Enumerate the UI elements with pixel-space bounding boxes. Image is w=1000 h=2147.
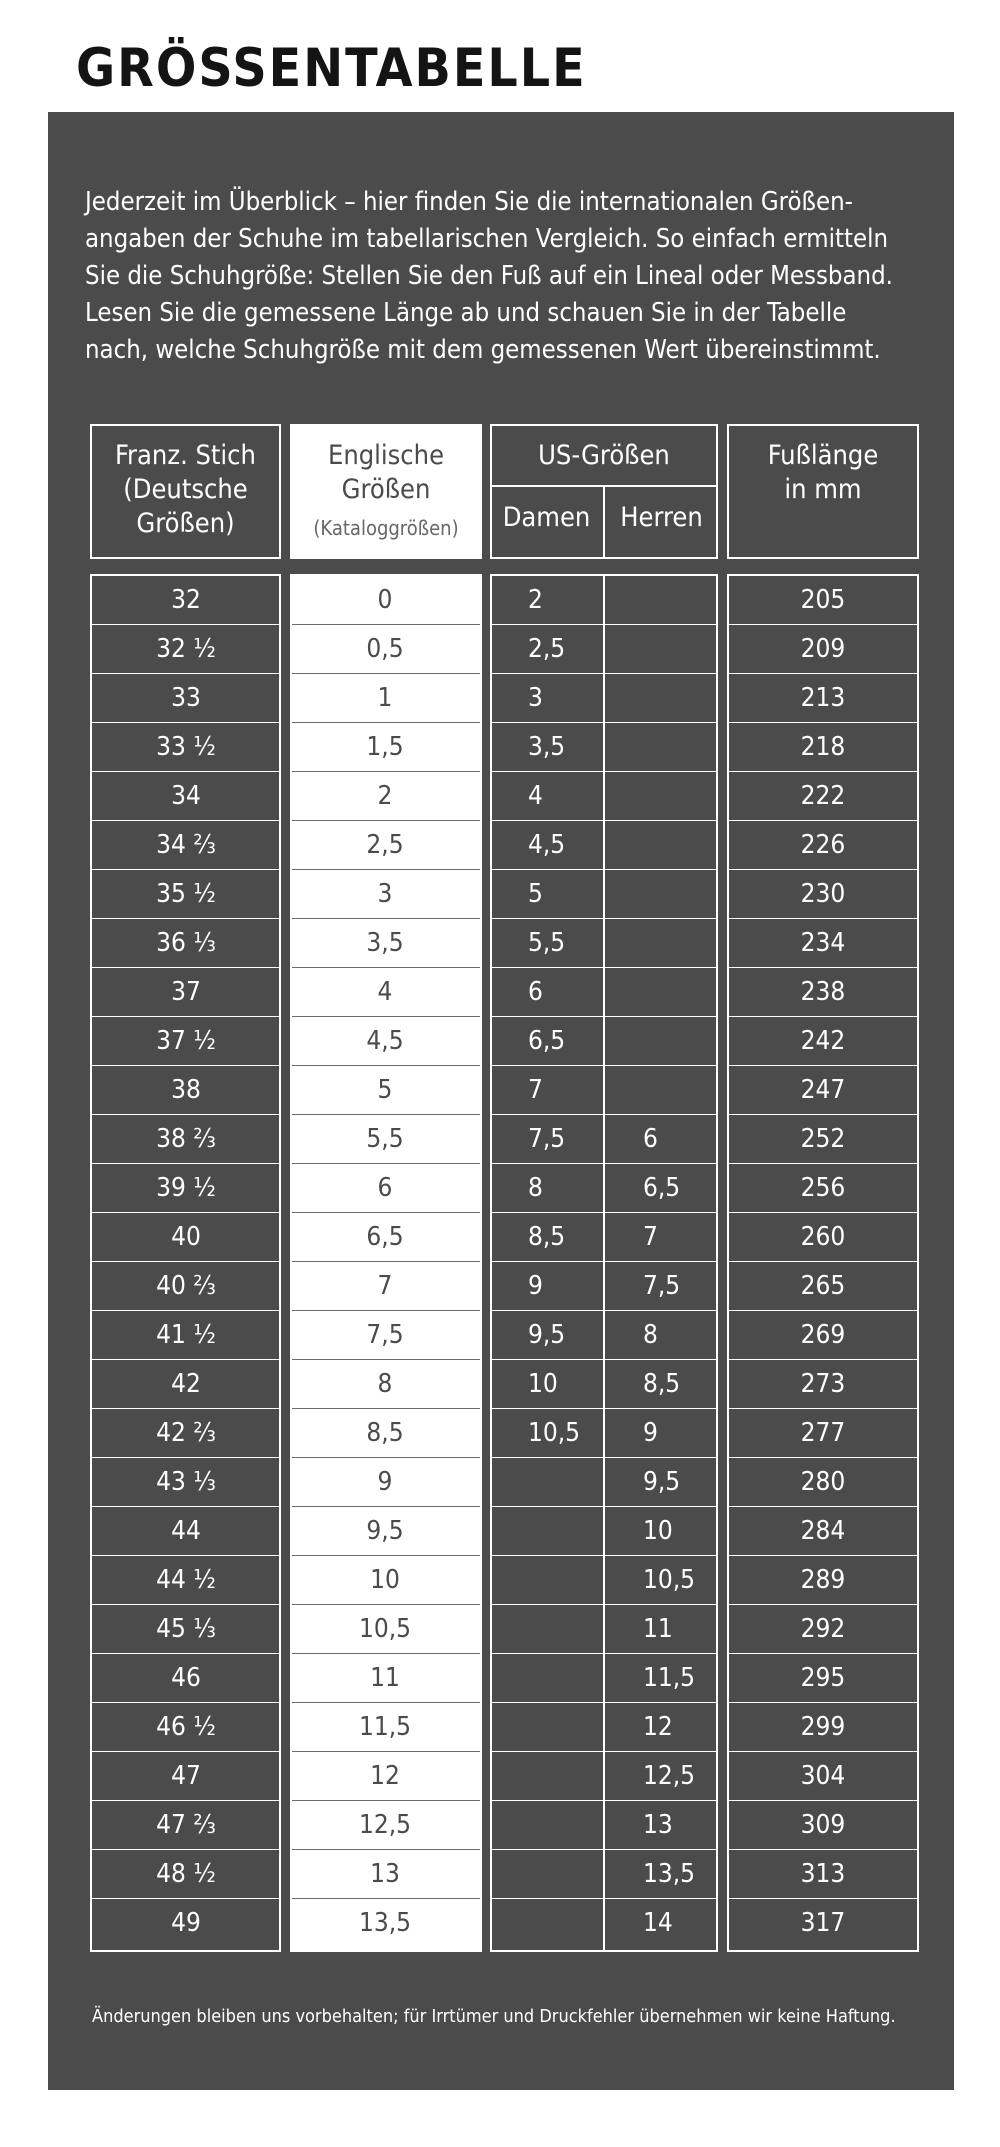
cell-us-men: 11 [643, 1614, 673, 1644]
cell-english: 7,5 [366, 1320, 404, 1350]
cell-us-men: 7,5 [643, 1271, 681, 1301]
cell-us-men: 10,5 [643, 1565, 696, 1595]
page-title: GRÖSSENTABELLE [76, 38, 587, 99]
cell-english: 10,5 [358, 1614, 412, 1644]
cell-english: 4 [377, 977, 393, 1007]
cell-us-women: 7 [528, 1075, 543, 1105]
cell-english: 9 [377, 1467, 393, 1497]
cell-french: 40 [171, 1222, 201, 1252]
cell-french: 32 ½ [156, 634, 216, 664]
cell-english: 2 [377, 781, 393, 811]
cell-us-men: 10 [643, 1516, 673, 1546]
cell-foot-length: 317 [800, 1908, 846, 1938]
cell-french: 47 [171, 1761, 201, 1791]
cell-french: 43 ⅓ [156, 1467, 216, 1497]
table-row [0, 723, 1000, 772]
cell-us-women: 8 [528, 1173, 543, 1203]
cell-english: 2,5 [366, 830, 404, 860]
table-row [0, 1654, 1000, 1703]
cell-english: 12,5 [358, 1810, 412, 1840]
cell-us-women [528, 1801, 608, 1850]
cell-french: 47 ⅔ [156, 1810, 216, 1840]
cell-us-women: 2 [528, 585, 543, 615]
cell-us-women [528, 1654, 608, 1703]
table-row [0, 1213, 1000, 1262]
cell-english: 0 [377, 585, 393, 615]
cell-english: 7 [377, 1271, 393, 1301]
cell-us-women: 5 [528, 879, 543, 909]
footnote: Änderungen bleiben uns vorbehalten; für Irrtümer und Druckfehler übernehmen wir keine Haftung. [92, 2006, 896, 2027]
cell-us-women: 3,5 [528, 732, 566, 762]
cell-us-men: 8,5 [643, 1369, 681, 1399]
cell-us-women: 6 [528, 977, 543, 1007]
cell-english: 11,5 [358, 1712, 412, 1742]
cell-french: 42 [171, 1369, 201, 1399]
cell-english: 9,5 [366, 1516, 404, 1546]
cell-us-women [528, 1605, 608, 1654]
table-row [0, 968, 1000, 1017]
cell-english: 3 [377, 879, 393, 909]
cell-english: 6 [377, 1173, 393, 1203]
cell-us-men [643, 772, 723, 821]
cell-french: 36 ⅓ [156, 928, 216, 958]
table-row [0, 1066, 1000, 1115]
cell-english: 4,5 [366, 1026, 404, 1056]
cell-foot-length: 273 [800, 1369, 846, 1399]
cell-us-women: 5,5 [528, 928, 566, 958]
cell-foot-length: 313 [800, 1859, 846, 1889]
cell-foot-length: 256 [800, 1173, 846, 1203]
cell-english: 6,5 [366, 1222, 404, 1252]
cell-us-men: 6,5 [643, 1173, 681, 1203]
cell-english: 12 [370, 1761, 400, 1791]
cell-french: 49 [171, 1908, 201, 1938]
cell-us-women [528, 1458, 608, 1507]
cell-us-women [528, 1556, 608, 1605]
cell-foot-length: 205 [800, 585, 846, 615]
cell-us-women [528, 1703, 608, 1752]
header-english-sub: (Kataloggrößen) [313, 516, 459, 540]
cell-us-men: 7 [643, 1222, 658, 1252]
cell-french: 39 ½ [156, 1173, 216, 1203]
cell-us-women: 4,5 [528, 830, 566, 860]
cell-us-women: 10 [528, 1369, 558, 1399]
table-row [0, 870, 1000, 919]
header-us-men: Herren [620, 502, 703, 533]
cell-us-men [643, 674, 723, 723]
cell-us-men [643, 1017, 723, 1066]
header-english-label: Englische Größen [327, 440, 445, 505]
cell-us-women: 2,5 [528, 634, 566, 664]
table-row [0, 1850, 1000, 1899]
table-row [0, 1017, 1000, 1066]
cell-french: 45 ⅓ [156, 1614, 216, 1644]
cell-english: 13,5 [358, 1908, 412, 1938]
table-row [0, 625, 1000, 674]
cell-french: 34 [171, 781, 201, 811]
table-row [0, 1164, 1000, 1213]
cell-french: 38 [171, 1075, 201, 1105]
cell-us-men [643, 1066, 723, 1115]
cell-foot-length: 284 [800, 1516, 846, 1546]
cell-us-men: 9,5 [643, 1467, 681, 1497]
cell-us-women: 4 [528, 781, 543, 811]
intro-text: Jederzeit im Überblick – hier finden Sie die internationalen Größen- angaben der Schuhe im tabellarischen Vergleich. So einfach ermitteln Sie die Schuhgröße: Stellen Sie den Fuß auf ein Lineal oder Messband. Lesen Sie die gemessene Länge ab und schauen Sie in der Tabelle nach, welche Schuhgröße mit dem gemessenen Wert übereinstimmt. [85, 187, 893, 365]
cell-us-men: 12 [643, 1712, 673, 1742]
cell-french: 37 [171, 977, 201, 1007]
cell-english: 10 [370, 1565, 400, 1595]
cell-french: 34 ⅔ [156, 830, 216, 860]
table-row [0, 1605, 1000, 1654]
cell-us-men: 8 [643, 1320, 658, 1350]
cell-foot-length: 265 [800, 1271, 846, 1301]
cell-us-women: 10,5 [528, 1418, 581, 1448]
cell-us-women [528, 1899, 608, 1948]
cell-us-men: 13,5 [643, 1859, 696, 1889]
cell-foot-length: 289 [800, 1565, 846, 1595]
cell-us-men [643, 625, 723, 674]
table-row [0, 1556, 1000, 1605]
cell-french: 46 [171, 1663, 201, 1693]
cell-us-men [643, 576, 723, 625]
header-french: Franz. Stich (Deutsche Größen) [115, 440, 256, 539]
table-row [0, 821, 1000, 870]
cell-foot-length: 304 [800, 1761, 846, 1791]
cell-english: 13 [370, 1859, 400, 1889]
cell-us-women: 7,5 [528, 1124, 566, 1154]
cell-french: 33 ½ [156, 732, 216, 762]
cell-foot-length: 230 [800, 879, 846, 909]
cell-us-men [643, 919, 723, 968]
cell-us-men: 6 [643, 1124, 658, 1154]
cell-foot-length: 252 [800, 1124, 846, 1154]
table-row [0, 1360, 1000, 1409]
cell-foot-length: 242 [800, 1026, 846, 1056]
cell-us-men: 13 [643, 1810, 673, 1840]
cell-french: 48 ½ [156, 1859, 216, 1889]
cell-foot-length: 299 [800, 1712, 846, 1742]
cell-us-men [643, 968, 723, 1017]
cell-foot-length: 295 [800, 1663, 846, 1693]
cell-foot-length: 277 [800, 1418, 846, 1448]
cell-foot-length: 213 [800, 683, 846, 713]
table-row [0, 772, 1000, 821]
table-row [0, 1703, 1000, 1752]
table-row [0, 1899, 1000, 1948]
table-row [0, 1115, 1000, 1164]
cell-us-women [528, 1507, 608, 1556]
cell-french: 32 [171, 585, 201, 615]
cell-us-men: 12,5 [643, 1761, 696, 1791]
cell-english: 8 [377, 1369, 393, 1399]
header-english [290, 439, 482, 545]
cell-us-women: 9 [528, 1271, 543, 1301]
table-row [0, 1458, 1000, 1507]
cell-french: 33 [171, 683, 201, 713]
cell-english: 11 [370, 1663, 400, 1693]
cell-french: 35 ½ [156, 879, 216, 909]
cell-foot-length: 292 [800, 1614, 846, 1644]
cell-french: 42 ⅔ [156, 1418, 216, 1448]
cell-us-men [643, 870, 723, 919]
cell-foot-length: 238 [800, 977, 846, 1007]
table-row [0, 1409, 1000, 1458]
table-row [0, 1311, 1000, 1360]
cell-foot-length: 269 [800, 1320, 846, 1350]
cell-us-women [528, 1850, 608, 1899]
table-row [0, 1801, 1000, 1850]
cell-french: 44 [171, 1516, 201, 1546]
cell-english: 5,5 [366, 1124, 404, 1154]
cell-foot-length: 226 [800, 830, 846, 860]
table-row [0, 674, 1000, 723]
cell-foot-length: 218 [800, 732, 846, 762]
table-row [0, 576, 1000, 625]
cell-foot-length: 247 [800, 1075, 846, 1105]
table-row [0, 1262, 1000, 1311]
cell-us-women [528, 1752, 608, 1801]
cell-foot-length: 309 [800, 1810, 846, 1840]
table-row [0, 919, 1000, 968]
cell-english: 1,5 [366, 732, 404, 762]
cell-us-women: 6,5 [528, 1026, 566, 1056]
cell-us-men: 14 [643, 1908, 673, 1938]
cell-english: 8,5 [366, 1418, 404, 1448]
cell-foot-length: 222 [800, 781, 846, 811]
cell-english: 1 [377, 683, 393, 713]
cell-french: 46 ½ [156, 1712, 216, 1742]
table-row [0, 1752, 1000, 1801]
cell-french: 40 ⅔ [156, 1271, 216, 1301]
cell-french: 38 ⅔ [156, 1124, 216, 1154]
table-row [0, 1507, 1000, 1556]
cell-us-women: 8,5 [528, 1222, 566, 1252]
cell-foot-length: 280 [800, 1467, 846, 1497]
cell-french: 41 ½ [156, 1320, 216, 1350]
cell-english: 0,5 [366, 634, 404, 664]
cell-us-men: 11,5 [643, 1663, 696, 1693]
cell-english: 5 [377, 1075, 393, 1105]
header-foot: Fußlänge in mm [767, 440, 879, 505]
cell-us-women: 9,5 [528, 1320, 566, 1350]
cell-us-women: 3 [528, 683, 543, 713]
cell-us-men: 9 [643, 1418, 658, 1448]
cell-english: 3,5 [366, 928, 404, 958]
cell-us-men [643, 821, 723, 870]
cell-foot-length: 260 [800, 1222, 846, 1252]
header-us-women: Damen [502, 502, 591, 533]
cell-foot-length: 209 [800, 634, 846, 664]
cell-french: 37 ½ [156, 1026, 216, 1056]
header-us: US-Größen [538, 440, 670, 471]
cell-foot-length: 234 [800, 928, 846, 958]
cell-us-men [643, 723, 723, 772]
cell-french: 44 ½ [156, 1565, 216, 1595]
